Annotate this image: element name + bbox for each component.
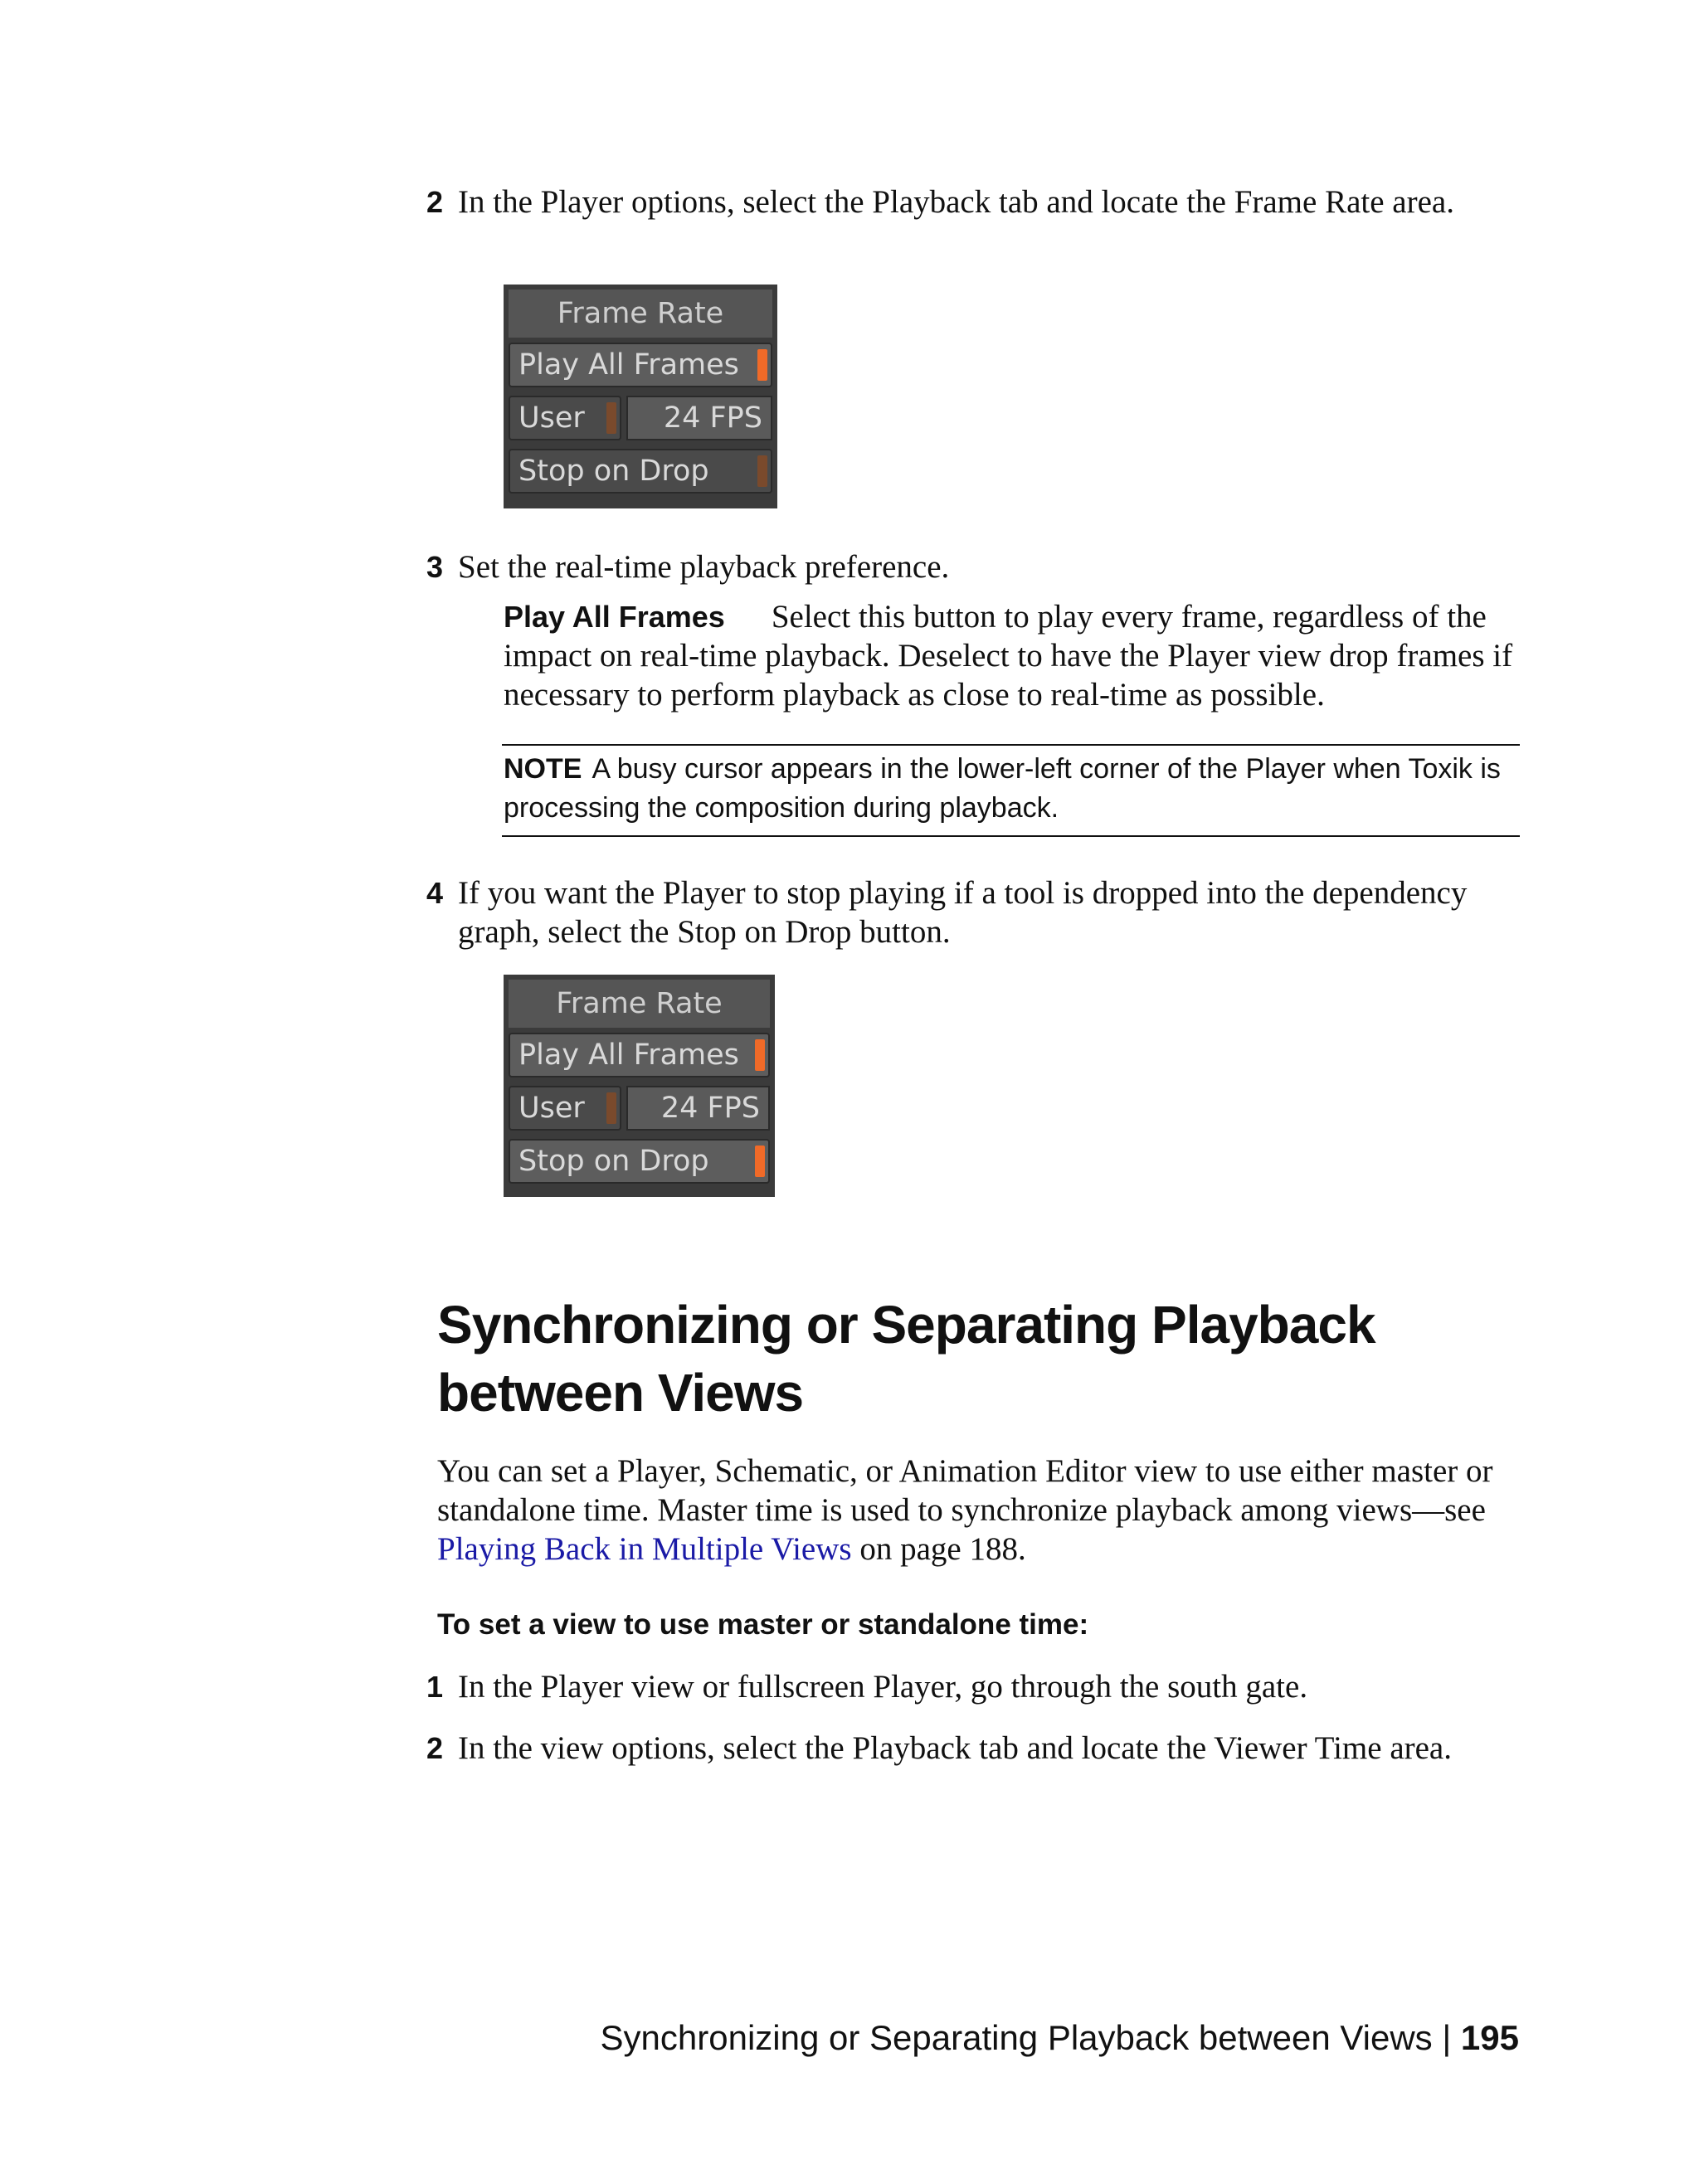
footer-separator: | xyxy=(1442,2018,1452,2057)
button-label: Play All Frames xyxy=(518,1038,739,1072)
toggle-indicator-icon xyxy=(757,349,767,381)
procedure-step-2 xyxy=(426,1729,1520,1768)
step-number: 3 xyxy=(426,550,443,584)
stop-on-drop-button[interactable] xyxy=(509,449,772,494)
step-number: 2 xyxy=(426,1731,443,1765)
definition-description: Select this button to play every frame, regardless of the impact on real-time playback. Deselect to have the Player view drop frames if necessary to perform playback as close to real-time as possible. xyxy=(504,599,1513,713)
button-label: Play All Frames xyxy=(518,348,739,382)
step-number: 1 xyxy=(426,1670,443,1704)
panel-title: Frame Rate xyxy=(509,980,770,1028)
note-text: A busy cursor appears in the lower-left corner of the Player when Toxik is processing the composition during playback. xyxy=(504,753,1501,824)
intro-text: You can set a Player, Schematic, or Animation Editor view to use either master or standalone time. Master time is used to synchronize playback among views—see xyxy=(437,1453,1493,1528)
definition-term: Play All Frames xyxy=(504,600,725,634)
step-3 xyxy=(426,547,1520,586)
button-label: User xyxy=(518,401,585,435)
step-2 xyxy=(426,182,1520,221)
footer-title: Synchronizing or Separating Playback between Views xyxy=(600,2018,1433,2057)
step-number: 4 xyxy=(426,876,443,910)
toggle-indicator-icon xyxy=(755,1039,765,1071)
page-number: 195 xyxy=(1460,2018,1519,2057)
play-all-frames-button[interactable] xyxy=(509,343,772,387)
section-heading: Synchronizing or Separating Playback between Views xyxy=(437,1295,1375,1423)
fps-field[interactable]: 24 FPS xyxy=(626,396,772,440)
step-number: 2 xyxy=(426,185,443,219)
note-bottom-rule xyxy=(502,835,1520,837)
play-all-frames-button[interactable] xyxy=(509,1033,770,1077)
toggle-indicator-icon xyxy=(757,455,767,487)
procedure-title: To set a view to use master or standalone time: xyxy=(437,1608,1089,1641)
note-label: NOTE xyxy=(504,753,582,785)
step-text: In the view options, select the Playback tab and locate the Viewer Time area. xyxy=(458,1730,1452,1766)
toggle-indicator-icon xyxy=(606,402,616,434)
button-label: Stop on Drop xyxy=(518,1145,709,1178)
intro-text-end: on page 188. xyxy=(851,1531,1026,1567)
fps-field[interactable]: 24 FPS xyxy=(626,1086,770,1131)
cross-reference-link[interactable]: Playing Back in Multiple Views xyxy=(437,1531,852,1567)
toggle-indicator-icon xyxy=(606,1092,616,1124)
definition-paragraph xyxy=(504,597,1520,714)
user-button[interactable] xyxy=(509,1086,621,1131)
toggle-indicator-icon xyxy=(755,1146,765,1177)
frame-rate-panel xyxy=(504,975,775,1197)
step-text: If you want the Player to stop playing if a tool is dropped into the dependency graph, select the Stop on Drop button. xyxy=(458,875,1468,950)
intro-paragraph xyxy=(437,1452,1524,1569)
note xyxy=(504,750,1520,828)
note-top-rule xyxy=(502,744,1520,746)
stop-on-drop-button[interactable] xyxy=(509,1139,770,1184)
procedure-step-1 xyxy=(426,1667,1520,1706)
frame-rate-panel xyxy=(504,285,777,508)
step-4 xyxy=(426,873,1520,951)
step-text: Set the real-time playback preference. xyxy=(458,549,950,585)
button-label: Stop on Drop xyxy=(518,455,709,488)
step-text: In the Player options, select the Playback tab and locate the Frame Rate area. xyxy=(458,184,1454,220)
panel-title: Frame Rate xyxy=(509,289,772,338)
user-button[interactable] xyxy=(509,396,621,440)
step-text: In the Player view or fullscreen Player, go through the south gate. xyxy=(458,1669,1308,1705)
page-footer xyxy=(601,2016,1519,2060)
button-label: User xyxy=(518,1092,585,1125)
